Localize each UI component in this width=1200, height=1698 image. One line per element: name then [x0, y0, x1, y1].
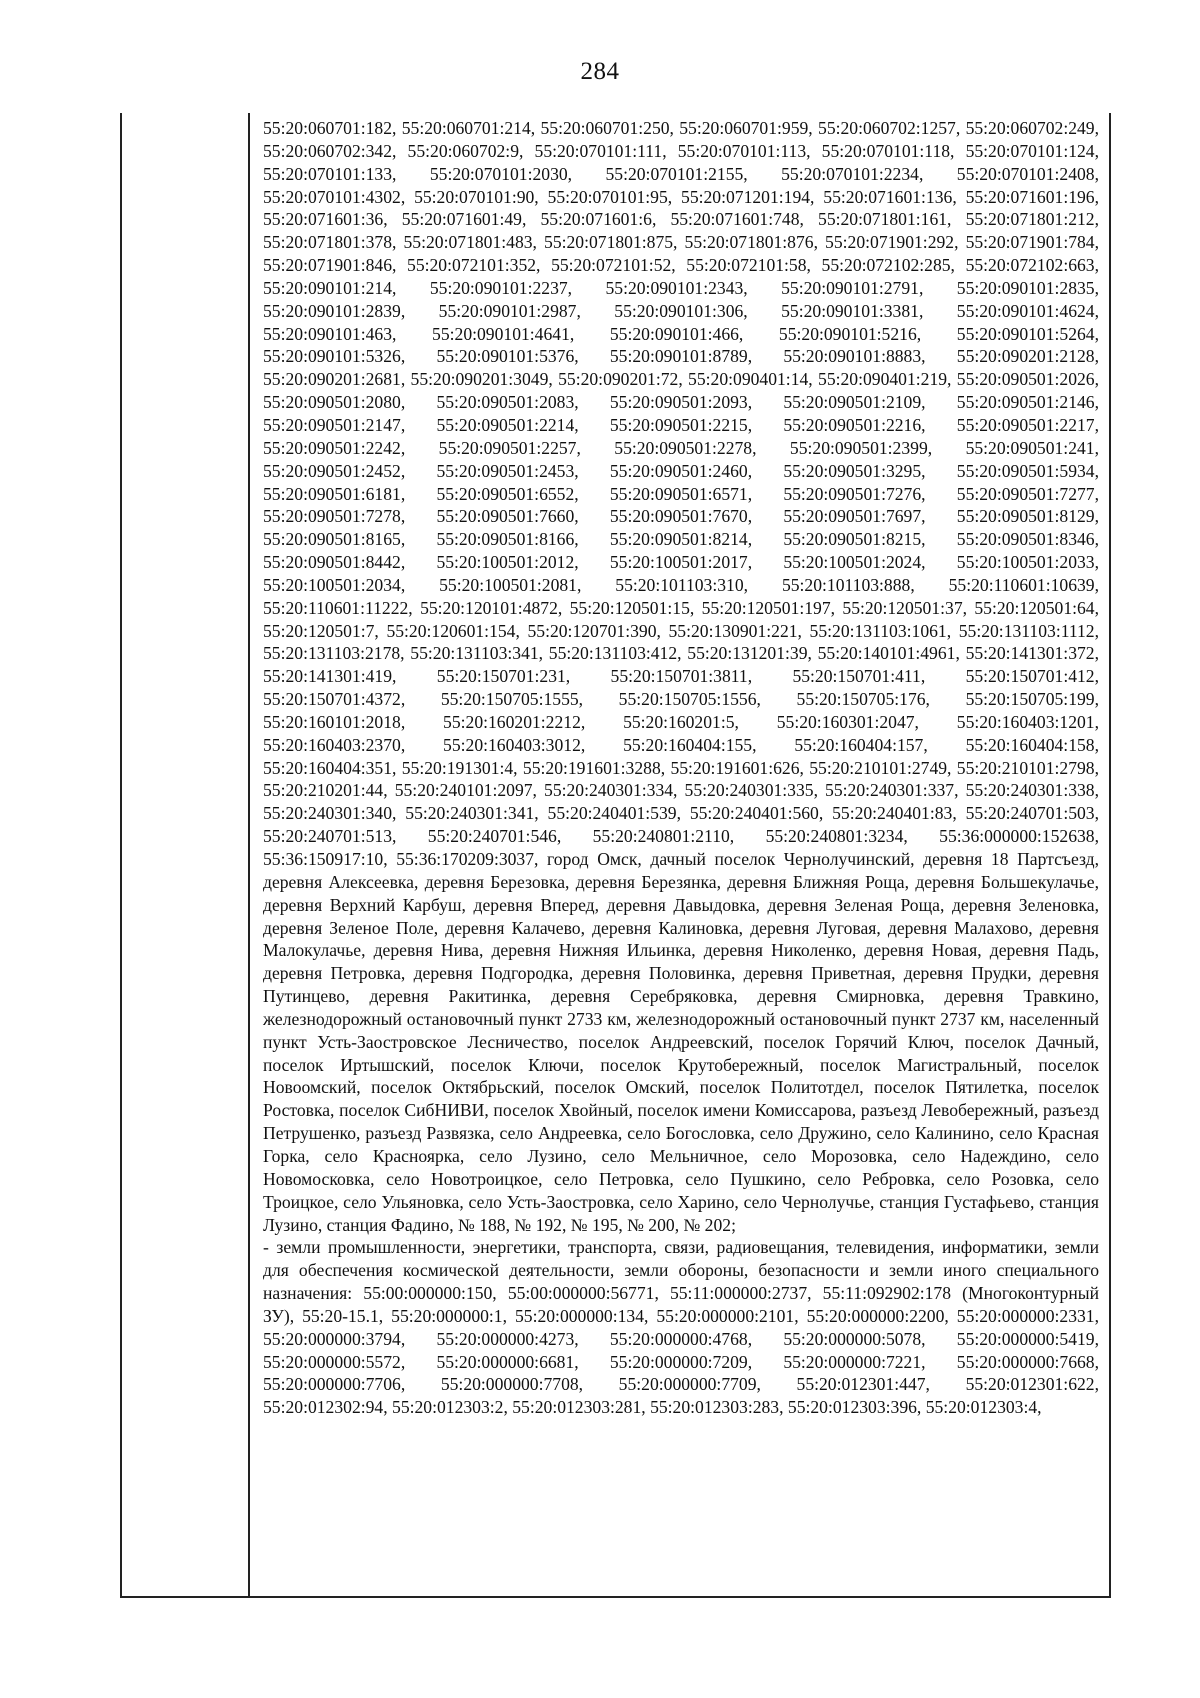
- document-table: [120, 113, 1111, 1598]
- table-cell-content: [263, 117, 1099, 1419]
- land-category-paragraph: - земли промышленности, энергетики, транспорта, связи, радиовещания, телевидения, информатики, земли для обеспечения космической деятельности, земли обороны, безопасности и земли иного специального назначения: 55:00:000000:150, 55:00:000000:56771, 55:11:000000:2737, 55:11:092902:178 (Многоконтурный ЗУ), 55:20-15.1, 55:20:000000:1, 55:20:000000:134, 55:20:000000:2101, 55:20:000000:2200, 55:20:000000:2331, 55:20:000000:3794, 55:20:000000:4273, 55:20:000000:4768, 55:20:000000:5078, 55:20:000000:5419, 55:20:000000:5572, 55:20:000000:6681, 55:20:000000:7209, 55:20:000000:7221, 55:20:000000:7668, 55:20:000000:7706, 55:20:000000:7708, 55:20:000000:7709, 55:20:012301:447, 55:20:012301:622, 55:20:012302:94, 55:20:012303:2, 55:20:012303:281, 55:20:012303:283, 55:20:012303:396, 55:20:012303:4,: [263, 1237, 1099, 1418]
- page-number: 284: [580, 58, 620, 85]
- column-divider: [248, 113, 250, 1596]
- cadastral-list-paragraph: 55:20:060701:182, 55:20:060701:214, 55:20:060701:250, 55:20:060701:959, 55:20:060702:1257, 55:20:060702:249, 55:20:060702:342, 55:20:060702:9, 55:20:070101:111, 55:20:070101:113, 55:20:070101:118, 55:20:070101:124, 55:20:070101:133, 55:20:070101:2030, 55:20:070101:2155, 55:20:070101:2234, 55:20:070101:2408, 55:20:070101:4302, 55:20:070101:90, 55:20:070101:95, 55:20:071201:194, 55:20:071601:136, 55:20:071601:196, 55:20:071601:36, 55:20:071601:49, 55:20:071601:6, 55:20:071601:748, 55:20:071801:161, 55:20:071801:212, 55:20:071801:378, 55:20:071801:483, 55:20:071801:875, 55:20:071801:876, 55:20:071901:292, 55:20:071901:784, 55:20:071901:846, 55:20:072101:352, 55:20:072101:52, 55:20:072101:58, 55:20:072102:285, 55:20:072102:663, 55:20:090101:214, 55:20:090101:2237, 55:20:090101:2343, 55:20:090101:2791, 55:20:090101:2835, 55:20:090101:2839, 55:20:090101:2987, 55:20:090101:306, 55:20:090101:3381, 55:20:090101:4624, 55:20:090101:463, 55:20:090101:4641, 55:20:090101:466, 55:20:090101:5216, 55:20:090101:5264, 55:20:090101:5326, 55:20:090101:5376, 55:20:090101:8789, 55:20:090101:8883, 55:20:090201:2128, 55:20:090201:2681, 55:20:090201:3049, 55:20:090201:72, 55:20:090401:14, 55:20:090401:219, 55:20:090501:2026, 55:20:090501:2080, 55:20:090501:2083, 55:20:090501:2093, 55:20:090501:2109, 55:20:090501:2146, 55:20:090501:2147, 55:20:090501:2214, 55:20:090501:2215, 55:20:090501:2216, 55:20:090501:2217, 55:20:090501:2242, 55:20:090501:2257, 55:20:090501:2278, 55:20:090501:2399, 55:20:090501:241, 55:20:090501:2452, 55:20:090501:2453, 55:20:090501:2460, 55:20:090501:3295, 55:20:090501:5934, 55:20:090501:6181, 55:20:090501:6552, 55:20:090501:6571, 55:20:090501:7276, 55:20:090501:7277, 55:20:090501:7278, 55:20:090501:7660, 55:20:090501:7670, 55:20:090501:7697, 55:20:090501:8129, 55:20:090501:8165, 55:20:090501:8166, 55:20:090501:8214, 55:20:090501:8215, 55:20:090501:8346, 55:20:090501:8442, 55:20:100501:2012, 55:20:100501:2017, 55:20:100501:2024, 55:20:100501:2033, 55:20:100501:2034, 55:20:100501:2081, 55:20:101103:310, 55:20:101103:888, 55:20:110601:10639, 55:20:110601:11222, 55:20:120101:4872, 55:20:120501:15, 55:20:120501:197, 55:20:120501:37, 55:20:120501:64, 55:20:120501:7, 55:20:120601:154, 55:20:120701:390, 55:20:130901:221, 55:20:131103:1061, 55:20:131103:1112, 55:20:131103:2178, 55:20:131103:341, 55:20:131103:412, 55:20:131201:39, 55:20:140101:4961, 55:20:141301:372, 55:20:141301:419, 55:20:150701:231, 55:20:150701:3811, 55:20:150701:411, 55:20:150701:412, 55:20:150701:4372, 55:20:150705:1555, 55:20:150705:1556, 55:20:150705:176, 55:20:150705:199, 55:20:160101:2018, 55:20:160201:2212, 55:20:160201:5, 55:20:160301:2047, 55:20:160403:1201, 55:20:160403:2370, 55:20:160403:3012, 55:20:160404:155, 55:20:160404:157, 55:20:160404:158, 55:20:160404:351, 55:20:191301:4, 55:20:191601:3288, 55:20:191601:626, 55:20:210101:2749, 55:20:210101:2798, 55:20:210201:44, 55:20:240101:2097, 55:20:240301:334, 55:20:240301:335, 55:20:240301:337, 55:20:240301:338, 55:20:240301:340, 55:20:240301:341, 55:20:240401:539, 55:20:240401:560, 55:20:240401:83, 55:20:240701:503, 55:20:240701:513, 55:20:240701:546, 55:20:240801:2110, 55:20:240801:3234, 55:36:000000:152638, 55:36:150917:10, 55:36:170209:3037, город Омск, дачный поселок Чернолучинский, деревня 18 Партсъезд, деревня Алексеевка, деревня Березовка, деревня Березянка, деревня Ближняя Роща, деревня Большекулачье, деревня Верхний Карбуш, деревня Вперед, деревня Давыдовка, деревня Зеленая Роща, деревня Зеленовка, деревня Зеленое Поле, деревня Калачево, деревня Калиновка, деревня Луговая, деревня Малахово, деревня Малокулачье, деревня Нива, деревня Нижняя Ильинка, деревня Николенко, деревня Новая, деревня Падь, деревня Петровка, деревня Подгородка, деревня Половинка, деревня Приветная, деревня Прудки, деревня Путинцево, деревня Ракитинка, деревня Серебряковка, деревня Смирновка, деревня Травкино, железнодорожный остановочный пункт 2733 км, железнодорожный остановочный пункт 2737 км, населенный пункт Усть-Заостровское Лесничество, поселок Андреевский, поселок Горячий Ключ, поселок Дачный, поселок Иртышский, поселок Ключи, поселок Крутобережный, поселок Магистральный, поселок Новоомский, поселок Октябрьский, поселок Омский, поселок Политотдел, поселок Пятилетка, поселок Ростовка, поселок СибНИВИ, поселок Хвойный, поселок имени Комиссарова, разъезд Левобережный, разъезд Петрушенко, разъезд Развязка, село Андреевка, село Богословка, село Дружино, село Калинино, село Красная Горка, село Красноярка, село Лузино, село Мельничное, село Морозовка, село Надеждино, село Новомосковка, село Новотроицкое, село Петровка, село Пушкино, село Ребровка, село Розовка, село Троицкое, село Ульяновка, село Усть-Заостровка, село Харино, село Чернолучье, станция Густафьево, станция Лузино, станция Фадино, № 188, № 192, № 195, № 200, № 202;: [263, 118, 1099, 1235]
